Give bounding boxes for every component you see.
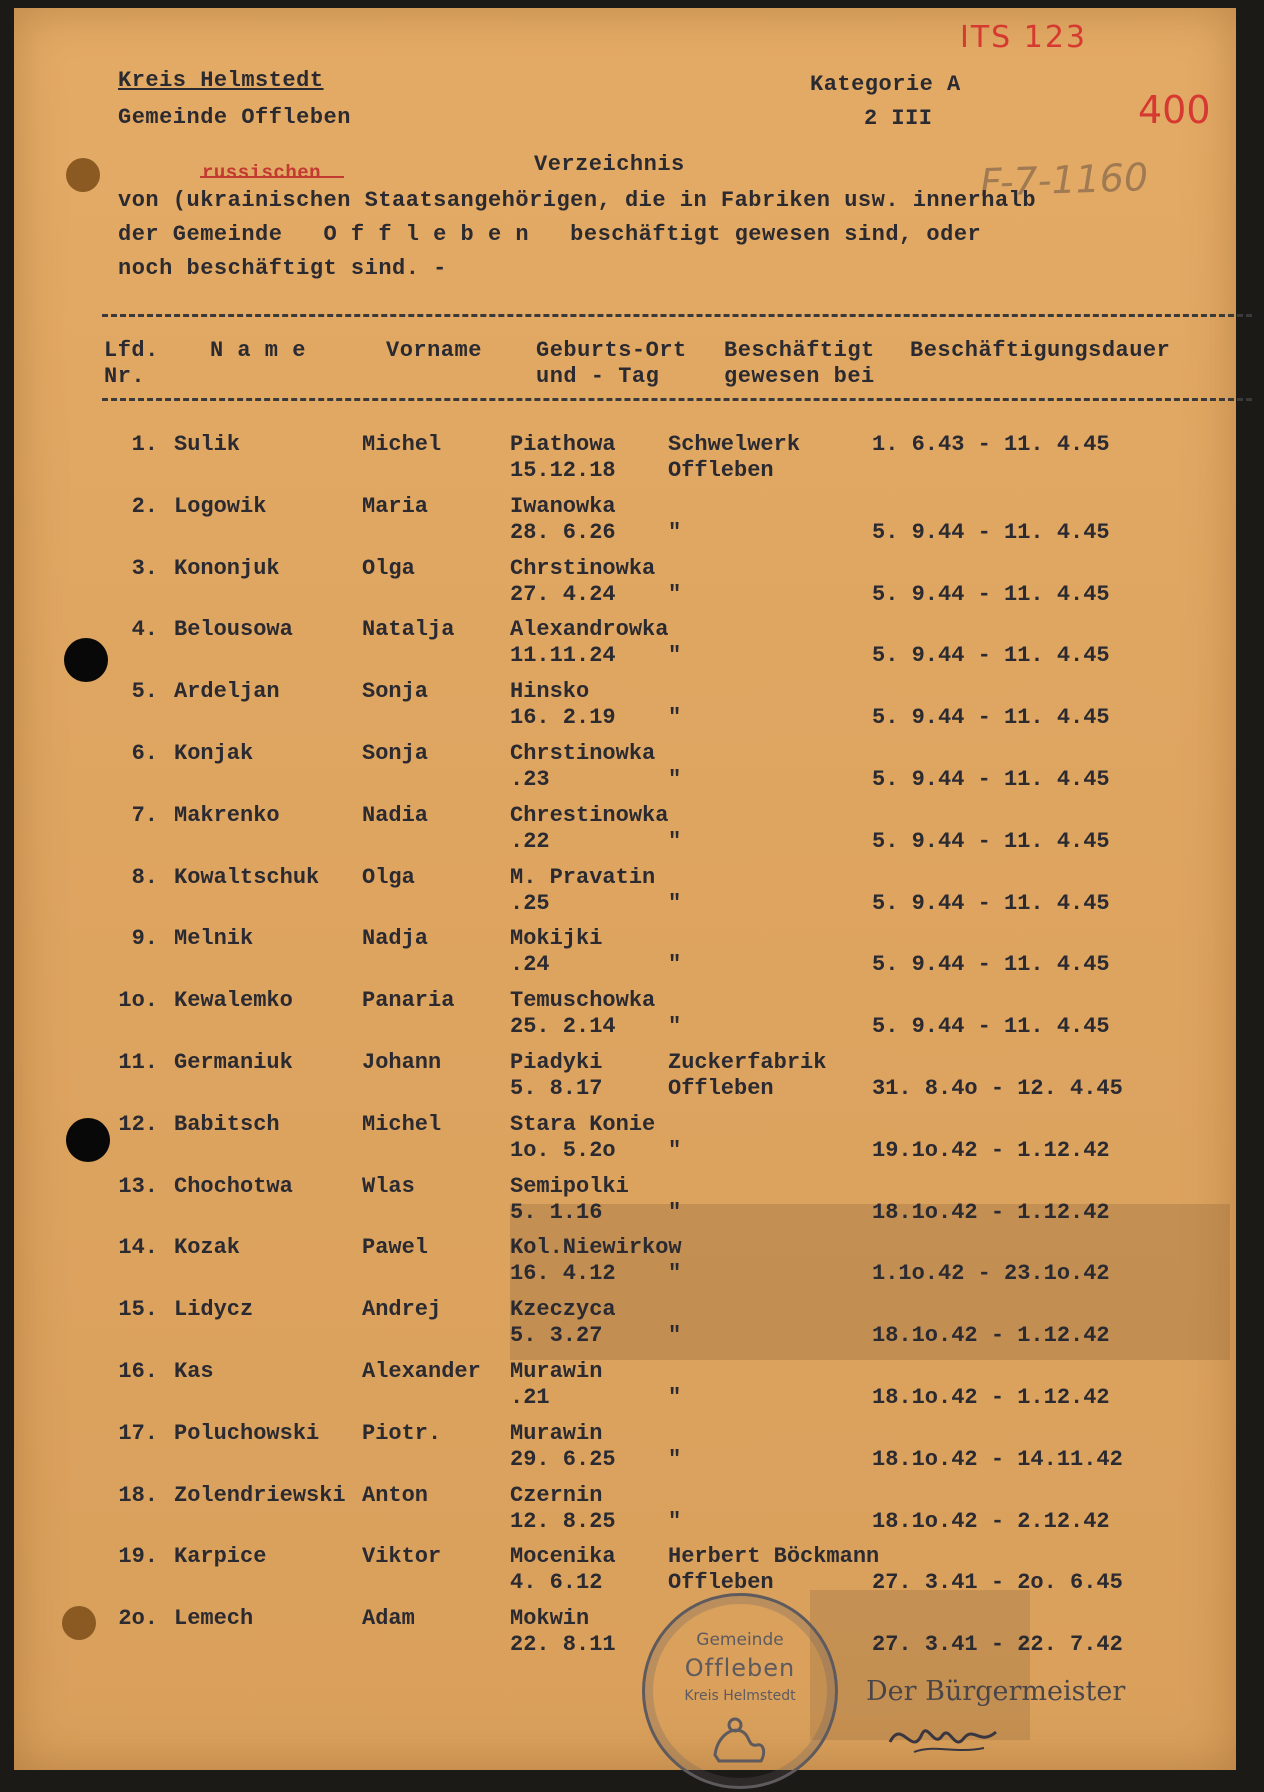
col-header-employer-2: gewesen bei — [724, 364, 875, 389]
employment-period: 5. 9.44 - 11. 4.45 — [872, 952, 1110, 978]
birth-date: 5. 3.27 — [510, 1323, 603, 1349]
employer-location: " — [668, 767, 682, 792]
surname: Chochotwa — [174, 1173, 293, 1199]
table-row — [14, 803, 1236, 865]
typed-correction: russischen — [202, 162, 322, 184]
given-name: Pawel — [362, 1235, 429, 1261]
row-number: 19. — [118, 1544, 158, 1570]
employer-location: " — [668, 890, 682, 916]
surname: Kas — [174, 1359, 214, 1384]
employment-period: 5. 9.44 - 11. 4.45 — [872, 767, 1110, 792]
employer-location: " — [668, 643, 682, 669]
birth-date: 28. 6.26 — [510, 519, 616, 545]
given-name: Michel — [362, 432, 442, 457]
table-row — [14, 494, 1236, 556]
birth-place: Czernin — [510, 1482, 603, 1508]
table-row — [14, 679, 1236, 741]
archive-ref: ITS 123 — [960, 20, 1088, 55]
stamp-line-2: Offleben — [684, 1654, 796, 1682]
birth-place: Piathowa — [510, 432, 616, 457]
birth-place: Mokwin — [510, 1606, 590, 1632]
row-number: 17. — [118, 1420, 158, 1446]
birth-date: 25. 2.14 — [510, 1014, 616, 1040]
given-name: Alexander — [362, 1359, 481, 1384]
stamp-line-3: Kreis Helmstedt — [684, 1688, 796, 1704]
employer-location: " — [668, 952, 682, 978]
employer-location: " — [668, 1446, 682, 1472]
employment-period: 1. 6.43 - 11. 4.45 — [872, 432, 1110, 457]
birth-date: 27. 4.24 — [510, 581, 616, 607]
table-row — [14, 865, 1236, 927]
employer-location: " — [668, 519, 682, 545]
archive-page-number: 400 — [1138, 88, 1211, 132]
birth-place: Stara Konie — [510, 1111, 656, 1137]
row-number: 11. — [118, 1050, 158, 1075]
given-name: Anton — [362, 1482, 429, 1508]
employment-period: 18.1o.42 - 1.12.42 — [872, 1323, 1110, 1349]
given-name: Maria — [362, 493, 429, 519]
birth-date: .22 — [510, 828, 550, 854]
surname: Kewalemko — [174, 988, 293, 1014]
row-number: 1o. — [118, 988, 158, 1014]
surname: Makrenko — [174, 802, 280, 828]
employer-location: " — [668, 1323, 682, 1349]
birth-place: Chrestinowka — [510, 802, 669, 828]
given-name: Panaria — [362, 988, 455, 1014]
birth-date: 5. 1.16 — [510, 1199, 603, 1225]
given-name: Piotr. — [362, 1420, 442, 1446]
employer: Herbert Böckmann — [668, 1544, 880, 1570]
surname: Logowik — [174, 493, 267, 519]
archive-file-number: F-7-1160 — [979, 155, 1149, 205]
district: Kreis Helmstedt — [118, 68, 324, 93]
title-line-1: von (ukrainischen Staatsangehörigen, die in Fabriken usw. innerhalb — [118, 188, 1037, 213]
row-number: 2. — [131, 493, 158, 519]
employment-period: 31. 8.4o - 12. 4.45 — [872, 1076, 1123, 1101]
stamp-line-1: Gemeinde — [696, 1630, 784, 1650]
row-number: 5. — [131, 679, 158, 705]
table-row — [14, 556, 1236, 618]
table-row — [14, 926, 1236, 988]
given-name: Michel — [362, 1111, 442, 1137]
surname: Lidycz — [174, 1297, 254, 1323]
birth-date: 11.11.24 — [510, 643, 616, 669]
col-header-birth-1: Geburts-Ort — [536, 338, 687, 363]
table-row — [14, 1544, 1236, 1606]
table-row — [14, 1235, 1236, 1297]
row-number: 7. — [131, 802, 158, 828]
birth-place: Hinsko — [510, 679, 590, 705]
table-row — [14, 1297, 1236, 1359]
employer-location: " — [668, 705, 682, 731]
document-heading: Verzeichnis — [534, 152, 685, 177]
birth-place: Mokijki — [510, 926, 603, 952]
employer: Schwelwerk — [668, 432, 801, 457]
employment-period: 18.1o.42 - 1.12.42 — [872, 1199, 1110, 1225]
table-row — [14, 1174, 1236, 1236]
surname: Poluchowski — [174, 1420, 320, 1446]
employment-period: 5. 9.44 - 11. 4.45 — [872, 581, 1110, 607]
birth-place: Kzeczyca — [510, 1297, 616, 1323]
table-row — [14, 1483, 1236, 1545]
document-page — [14, 8, 1236, 1770]
row-number: 13. — [118, 1173, 158, 1199]
birth-place: Iwanowka — [510, 493, 616, 519]
table-row — [14, 1606, 1236, 1668]
surname: Melnik — [174, 926, 254, 952]
employment-period: 18.1o.42 - 14.11.42 — [872, 1446, 1123, 1472]
col-header-birth-2: und - Tag — [536, 364, 660, 389]
col-header-name: N a m e — [210, 338, 306, 363]
row-number: 8. — [131, 864, 158, 890]
birth-date: 16. 4.12 — [510, 1261, 616, 1287]
table-row — [14, 1050, 1236, 1112]
table-row — [14, 1112, 1236, 1174]
rust-spot — [66, 158, 100, 192]
employment-period: 1.1o.42 - 23.1o.42 — [872, 1261, 1110, 1287]
birth-date: .21 — [510, 1385, 550, 1410]
table-row — [14, 1421, 1236, 1483]
employment-period: 18.1o.42 - 2.12.42 — [872, 1508, 1110, 1534]
correction-strike — [200, 176, 344, 178]
header-rule-bottom — [102, 398, 1252, 401]
row-number: 4. — [131, 617, 158, 643]
surname: Karpice — [174, 1544, 267, 1570]
birth-place: Murawin — [510, 1359, 603, 1384]
col-header-no-1: Lfd. — [104, 338, 159, 363]
given-name: Viktor — [362, 1544, 442, 1570]
col-header-no-2: Nr. — [104, 364, 146, 389]
col-header-duration: Beschäftigungsdauer — [910, 338, 1171, 363]
row-number: 12. — [118, 1111, 158, 1137]
title-line-2: der Gemeinde O f f l e b e n beschäftigt gewesen sind, oder — [118, 222, 982, 247]
given-name: Natalja — [362, 617, 455, 643]
birth-date: 16. 2.19 — [510, 705, 616, 731]
birth-date: 29. 6.25 — [510, 1446, 616, 1472]
row-number: 18. — [118, 1482, 158, 1508]
table-row — [14, 617, 1236, 679]
surname: Kozak — [174, 1235, 241, 1261]
employer-location: " — [668, 1385, 682, 1410]
surname: Konjak — [174, 741, 254, 766]
col-header-vorname: Vorname — [386, 338, 482, 363]
row-number: 9. — [131, 926, 158, 952]
birth-date: .24 — [510, 952, 550, 978]
row-number: 1. — [131, 432, 158, 457]
category-line-1: Kategorie A — [810, 72, 961, 97]
surname: Babitsch — [174, 1111, 280, 1137]
category-line-2: 2 III — [864, 106, 933, 131]
surname: Sulik — [174, 432, 241, 457]
birth-date: 12. 8.25 — [510, 1508, 616, 1534]
row-number: 14. — [118, 1235, 158, 1261]
birth-place: Semipolki — [510, 1173, 629, 1199]
municipality: Gemeinde Offleben — [118, 105, 351, 130]
employer: Zuckerfabrik — [668, 1050, 827, 1075]
employer-location: Offleben — [668, 1570, 774, 1596]
surname: Ardeljan — [174, 679, 280, 705]
birth-place: Mocenika — [510, 1544, 616, 1570]
table-row — [14, 741, 1236, 803]
row-number: 2o. — [118, 1606, 158, 1632]
employment-period: 5. 9.44 - 11. 4.45 — [872, 643, 1110, 669]
birth-place: Alexandrowka — [510, 617, 669, 643]
given-name: Wlas — [362, 1173, 415, 1199]
birth-date: .23 — [510, 767, 550, 792]
employment-period: 5. 9.44 - 11. 4.45 — [872, 1014, 1110, 1040]
employer-location: " — [668, 1199, 682, 1225]
given-name: Nadia — [362, 802, 429, 828]
employer-location: " — [668, 1261, 682, 1287]
employment-period: 5. 9.44 - 11. 4.45 — [872, 890, 1110, 916]
employment-period: 27. 3.41 - 22. 7.42 — [872, 1632, 1123, 1658]
birth-date: .25 — [510, 890, 550, 916]
birth-place: Murawin — [510, 1420, 603, 1446]
row-number: 6. — [131, 741, 158, 766]
municipal-stamp — [642, 1593, 838, 1789]
employment-period: 19.1o.42 - 1.12.42 — [872, 1137, 1110, 1163]
employment-period: 18.1o.42 - 1.12.42 — [872, 1385, 1110, 1410]
employer-location: " — [668, 581, 682, 607]
birth-place: Chrstinowka — [510, 555, 656, 581]
employer-location: " — [668, 828, 682, 854]
given-name: Andrej — [362, 1297, 442, 1323]
surname: Belousowa — [174, 617, 293, 643]
row-number: 16. — [118, 1359, 158, 1384]
birth-date: 22. 8.11 — [510, 1632, 616, 1658]
given-name: Adam — [362, 1606, 415, 1632]
birth-place: Kol.Niewirkow — [510, 1235, 682, 1261]
birth-place: Chrstinowka — [510, 741, 656, 766]
surname: Zolendriewski — [174, 1482, 346, 1508]
surname: Kononjuk — [174, 555, 280, 581]
table-row — [14, 432, 1236, 494]
table-row — [14, 1359, 1236, 1421]
employer-location: " — [668, 1137, 682, 1163]
birth-place: M. Pravatin — [510, 864, 656, 890]
employment-period: 5. 9.44 - 11. 4.45 — [872, 705, 1110, 731]
given-name: Sonja — [362, 679, 429, 705]
row-number: 15. — [118, 1297, 158, 1323]
birth-date: 1o. 5.2o — [510, 1137, 616, 1163]
header-rule-top — [102, 314, 1252, 317]
col-header-employer-1: Beschäftigt — [724, 338, 875, 363]
employer-location: " — [668, 1014, 682, 1040]
surname: Germaniuk — [174, 1050, 293, 1075]
birth-date: 5. 8.17 — [510, 1076, 603, 1101]
surname: Kowaltschuk — [174, 864, 320, 890]
birth-date: 15.12.18 — [510, 458, 616, 483]
birth-place: Piadyki — [510, 1050, 603, 1075]
employer-location: " — [668, 1508, 682, 1534]
given-name: Johann — [362, 1050, 442, 1075]
table-row — [14, 988, 1236, 1050]
employer-location: Offleben — [668, 458, 774, 483]
given-name: Sonja — [362, 741, 429, 766]
given-name: Olga — [362, 555, 415, 581]
mayor-signature — [884, 1708, 1004, 1768]
seal-emblem-icon — [707, 1711, 773, 1767]
surname: Lemech — [174, 1606, 254, 1632]
employment-period: 27. 3.41 - 2o. 6.45 — [872, 1570, 1123, 1596]
mayor-title: Der Bürgermeister — [866, 1676, 1126, 1707]
birth-date: 4. 6.12 — [510, 1570, 603, 1596]
employer-location: Offleben — [668, 1076, 774, 1101]
employment-period: 5. 9.44 - 11. 4.45 — [872, 828, 1110, 854]
employment-period: 5. 9.44 - 11. 4.45 — [872, 519, 1110, 545]
given-name: Olga — [362, 864, 415, 890]
row-number: 3. — [131, 555, 158, 581]
birth-place: Temuschowka — [510, 988, 656, 1014]
given-name: Nadja — [362, 926, 429, 952]
title-line-3: noch beschäftigt sind. - — [118, 256, 447, 281]
